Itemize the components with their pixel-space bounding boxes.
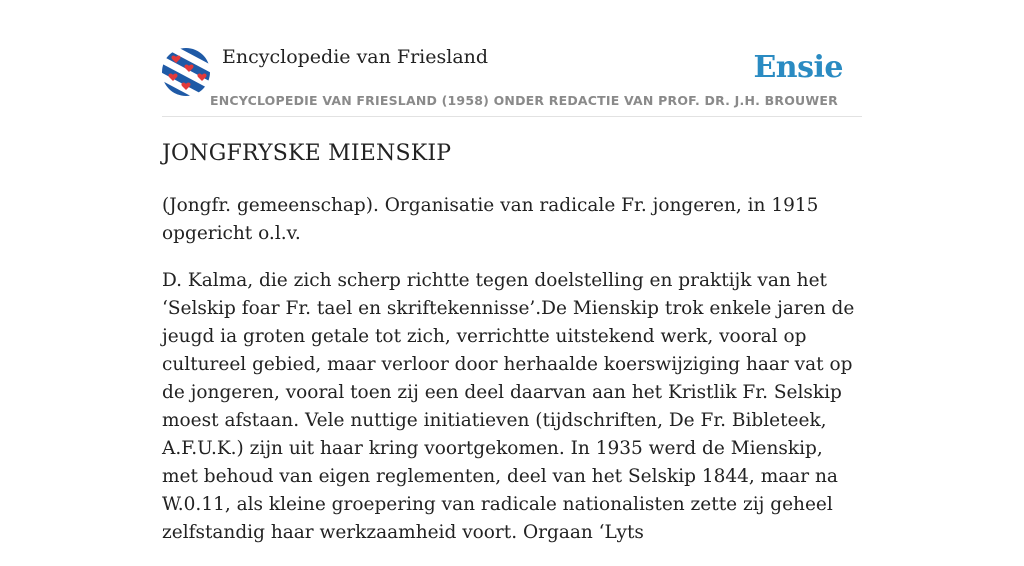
ensie-logo-link[interactable]: Ensie — [753, 50, 843, 85]
article-paragraph: D. Kalma, die zich scherp richtte tegen doelstelling en praktijk van het ‘Selskip foar Fr. tael en skriftekennisse’.De Mienskip trok enkele jaren de jeugd ia groten getale tot zich, verrichtte uitstekend werk, vooral op cultureel gebied, maar verloor door herhaalde koerswijziging haar vat op de jongeren, vooral toen zij een deel daarvan aan het Kristlik Fr. Selskip moest afstaan. Vele nuttige initiatieven (tijdschriften, De Fr. Bibleteek, A.F.U.K.) zijn uit haar kring voortgekomen. In 1935 werd de Mienskip, met behoud van eigen reglementen, deel van het Selskip 1844, maar na W.0.11, als kleine groepering van radicale nationalisten zette zij geheel zelfstandig haar werkzaamheid voort. Orgaan ‘Lyts — [162, 270, 855, 543]
article-title: JONGFRYSKE MIENSKIP — [162, 141, 452, 166]
frisian-flag-icon[interactable] — [162, 48, 210, 96]
article-paragraph: (Jongfr. gemeenschap). Organisatie van radicale Fr. jongeren, in 1915 opgericht o.l.v. — [162, 195, 819, 244]
site-title[interactable]: Encyclopedie van Friesland — [222, 46, 489, 68]
article — [162, 138, 862, 566]
site-header — [162, 46, 862, 117]
site-subtitle: ENCYCLOPEDIE VAN FRIESLAND (1958) ONDER REDACTIE VAN PROF. DR. J.H. BROUWER — [210, 93, 838, 108]
